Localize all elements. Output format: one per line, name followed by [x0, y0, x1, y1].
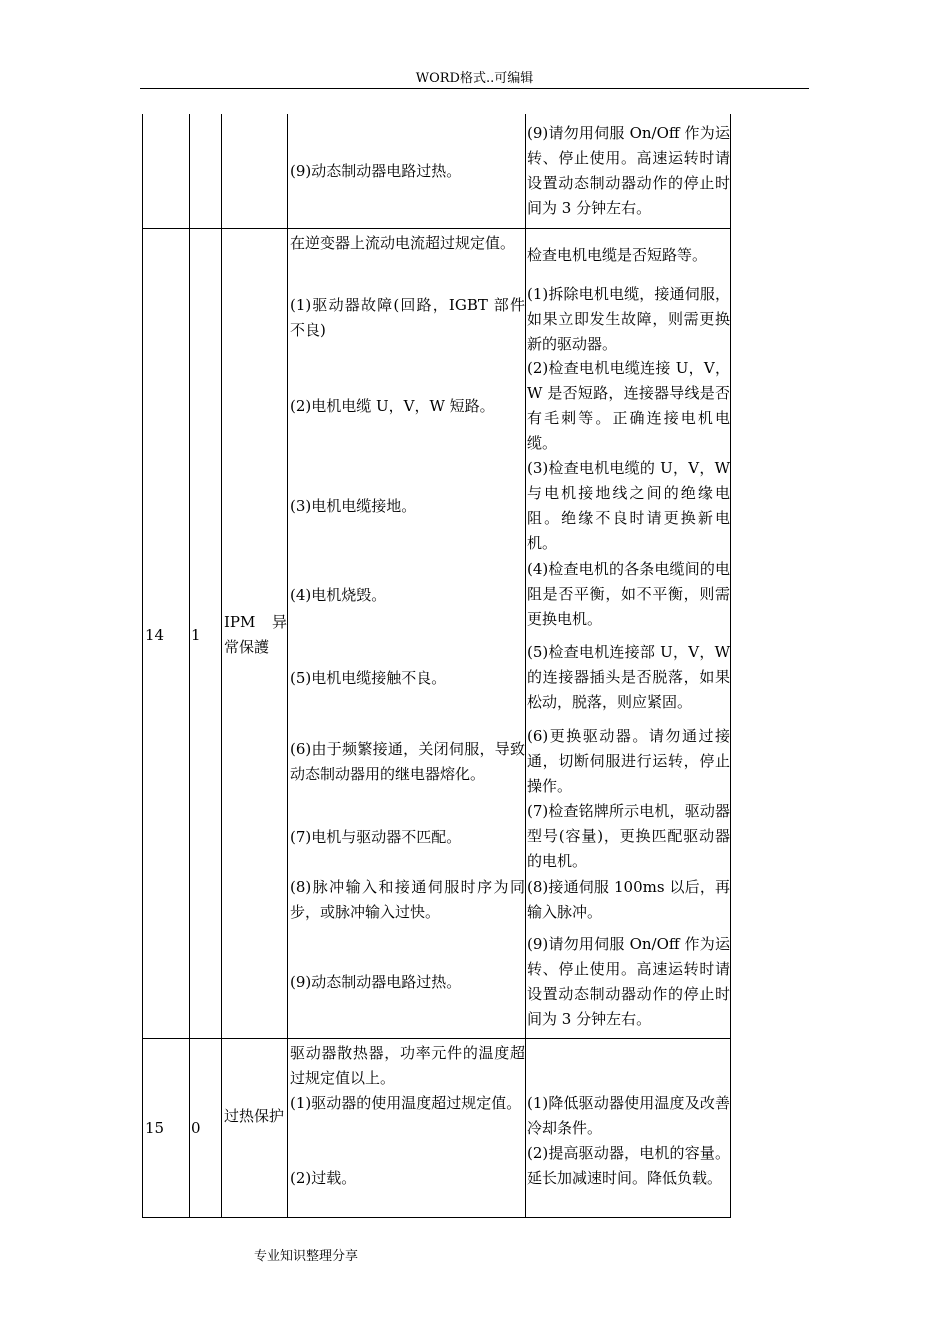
table-cell-fix: (2)提高驱动器，电机的容量。延长加减速时间。降低负载。 — [527, 1144, 730, 1187]
table-row-divider — [142, 228, 731, 229]
table-cell-cause: (7)电机与驱动器不匹配。 — [290, 828, 462, 846]
table-cell-cause: (1)驱动器故障(回路，IGBT 部件不良) — [290, 296, 525, 339]
table-cell-name: IPM 异常保護 — [224, 613, 287, 656]
table-col-divider — [189, 114, 190, 1218]
table-cell-cause: (8)脉冲输入和接通伺服时序为同步，或脉冲输入过快。 — [290, 878, 525, 921]
table-cell-no: 15 — [145, 1119, 165, 1137]
table-cell-cause: (4)电机烧毁。 — [290, 586, 387, 604]
table-border-left — [142, 114, 143, 1218]
table-border-bottom — [142, 1217, 731, 1218]
table-cell-intro: 驱动器散热器，功率元件的温度超过规定值以上。 — [290, 1044, 525, 1087]
table-cell-cause: (1)驱动器的使用温度超过规定值。 — [290, 1094, 522, 1112]
table-cell-code: 0 — [191, 1119, 201, 1137]
table-cell-code: 1 — [191, 626, 201, 644]
table-col-divider — [221, 114, 222, 1218]
table-cell-fix: (1)拆除电机电缆，接通伺服，如果立即发生故障，则需更换新的驱动器。 — [527, 285, 730, 353]
table-cell-cause: (3)电机电缆接地。 — [290, 497, 417, 515]
table-cell-name: 过热保护 — [224, 1107, 285, 1125]
table-cell-fix: (3)检查电机电缆的 U，V，W 与电机接地线之间的绝缘电阻。绝缘不良时请更换新电机。 — [527, 459, 730, 552]
header-rule — [140, 88, 809, 89]
table-cell-no: 14 — [145, 626, 165, 644]
table-cell-fix: (4)检查电机的各条电缆间的电阻是否平衡，如不平衡，则需更换电机。 — [527, 560, 730, 628]
table-cell-fix: (9)请勿用伺服 On/Off 作为运转、停止使用。高速运转时请设置动态制动器动作的停止时间为 3 分钟左右。 — [527, 124, 730, 217]
table-cell-cause: (9)动态制动器电路过热。 — [290, 162, 462, 180]
table-cell-cause: (6)由于频繁接通，关闭伺服，导致动态制动器用的继电器熔化。 — [290, 740, 525, 783]
page-header: WORD格式..可编辑 — [415, 71, 534, 86]
table-cell-fix: (5)检查电机连接部 U，V，W 的连接器插头是否脱落，如果松动，脱落，则应紧固。 — [527, 643, 730, 711]
table-cell-fix: (7)检查铭牌所示电机，驱动器型号(容量)，更换匹配驱动器的电机。 — [527, 802, 730, 870]
table-cell-fix: (2)检查电机电缆连接 U，V，W 是否短路，连接器导线是否有毛刺等。正确连接电机电缆。 — [527, 359, 730, 452]
table-cell-fix: (6)更换驱动器。请勿通过接通，切断伺服进行运转，停止操作。 — [527, 727, 730, 795]
table-row-divider — [142, 1038, 731, 1039]
table-cell-fix: (1)降低驱动器使用温度及改善冷却条件。 — [527, 1094, 730, 1137]
table-cell-intro: 在逆变器上流动电流超过规定值。 — [290, 234, 516, 252]
table-cell-cause: (2)电机电缆 U，V，W 短路。 — [290, 397, 495, 415]
table-col-divider — [287, 114, 288, 1218]
page-footer: 专业知识整理分享 — [254, 1249, 359, 1264]
table-cell-intro-fix: 检查电机电缆是否短路等。 — [527, 246, 708, 264]
table-cell-fix: (8)接通伺服 100ms 以后，再输入脉冲。 — [527, 878, 730, 921]
table-cell-cause: (5)电机电缆接触不良。 — [290, 669, 447, 687]
table-col-divider — [525, 114, 526, 1218]
table-cell-cause: (2)过载。 — [290, 1169, 357, 1187]
table-cell-fix: (9)请勿用伺服 On/Off 作为运转、停止使用。高速运转时请设置动态制动器动作的停止时间为 3 分钟左右。 — [527, 935, 730, 1028]
table-border-right — [730, 114, 731, 1218]
table-cell-cause: (9)动态制动器电路过热。 — [290, 973, 462, 991]
